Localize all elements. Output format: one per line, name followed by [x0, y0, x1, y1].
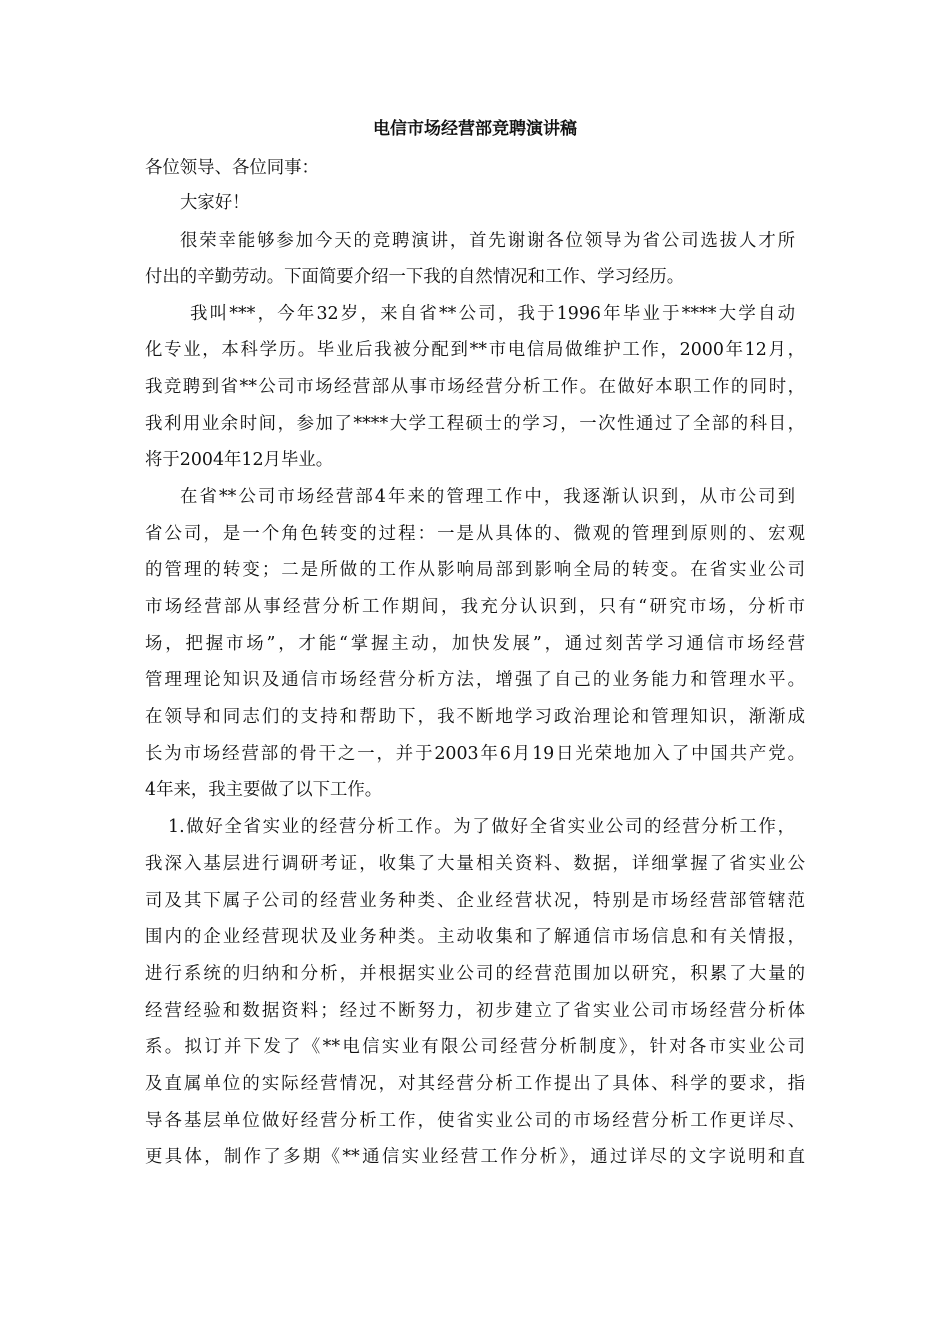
greeting-line: 大家好！ — [180, 193, 250, 213]
body-text-line: 围内的企业经营现状及业务种类。主动收集和了解通信市场信息和有关情报， — [145, 927, 805, 947]
body-text-line: 导各基层单位做好经营分析工作，使省实业公司的市场经营分析工作更详尽、 — [145, 1111, 805, 1131]
body-text-line: 在领导和同志们的支持和帮助下，我不断地学习政治理论和管理知识，渐渐成 — [145, 707, 805, 727]
body-text-line: 付出的辛勤劳动。下面简要介绍一下我的自然情况和工作、学习经历。 — [145, 267, 685, 287]
body-text-line: 场，把握市场”，才能“掌握主动，加快发展”，通过刻苦学习通信市场经营 — [145, 634, 805, 654]
body-text-line: 我利用业余时间，参加了****大学工程硕士的学习，一次性通过了全部的科目， — [145, 414, 805, 434]
body-text-line: 将于2004年12月毕业。 — [145, 450, 334, 470]
body-text-line: 更具体，制作了多期《**通信实业经营工作分析》，通过详尽的文字说明和直 — [145, 1147, 805, 1167]
body-text-line: 进行系统的归纳和分析，并根据实业公司的经营范围加以研究，积累了大量的 — [145, 964, 805, 984]
body-text-line: 的管理的转变；二是所做的工作从影响局部到影响全局的转变。在省实业公司 — [145, 560, 805, 580]
body-text-line: 长为市场经营部的骨干之一，并于2003年6月19日光荣地加入了中国共产党。 — [145, 744, 805, 764]
body-text-line: 在省**公司市场经营部4年来的管理工作中，我逐渐认识到，从市公司到 — [180, 487, 795, 507]
body-text-line: 1.做好全省实业的经营分析工作。为了做好全省实业公司的经营分析工作， — [168, 817, 795, 837]
salutation-line: 各位领导、各位同事： — [145, 158, 319, 178]
body-text-line: 省公司，是一个角色转变的过程：一是从具体的、微观的管理到原则的、宏观 — [145, 524, 805, 544]
body-text-line: 市场经营部从事经营分析工作期间，我充分认识到，只有“研究市场，分析市 — [145, 597, 805, 617]
body-text-line: 我竞聘到省**公司市场经营部从事市场经营分析工作。在做好本职工作的同时， — [145, 377, 805, 397]
body-text-line: 管理理论知识及通信市场经营分析方法，增强了自己的业务能力和管理水平。 — [145, 670, 805, 690]
body-text-line: 系。拟订并下发了《**电信实业有限公司经营分析制度》，针对各市实业公司 — [145, 1037, 805, 1057]
document-title: 电信市场经营部竞聘演讲稿 — [373, 119, 577, 139]
body-text-line: 及直属单位的实际经营情况，对其经营分析工作提出了具体、科学的要求，指 — [145, 1074, 805, 1094]
body-text-line: 我深入基层进行调研考证，收集了大量相关资料、数据，详细掌握了省实业公 — [145, 854, 805, 874]
body-text-line: 化专业，本科学历。毕业后我被分配到**市电信局做维护工作，2000年12月， — [145, 340, 805, 360]
body-text-line: 很荣幸能够参加今天的竞聘演讲，首先谢谢各位领导为省公司选拔人才所 — [180, 231, 795, 251]
body-text-line: 4年来，我主要做了以下工作。 — [145, 780, 383, 800]
body-text-line: 我叫***，今年32岁，来自省**公司，我于1996年毕业于****大学自动 — [190, 304, 795, 324]
body-text-line: 经营经验和数据资料；经过不断努力，初步建立了省实业公司市场经营分析体 — [145, 1001, 805, 1021]
body-text-line: 司及其下属子公司的经营业务种类、企业经营状况，特别是市场经营部管辖范 — [145, 891, 805, 911]
